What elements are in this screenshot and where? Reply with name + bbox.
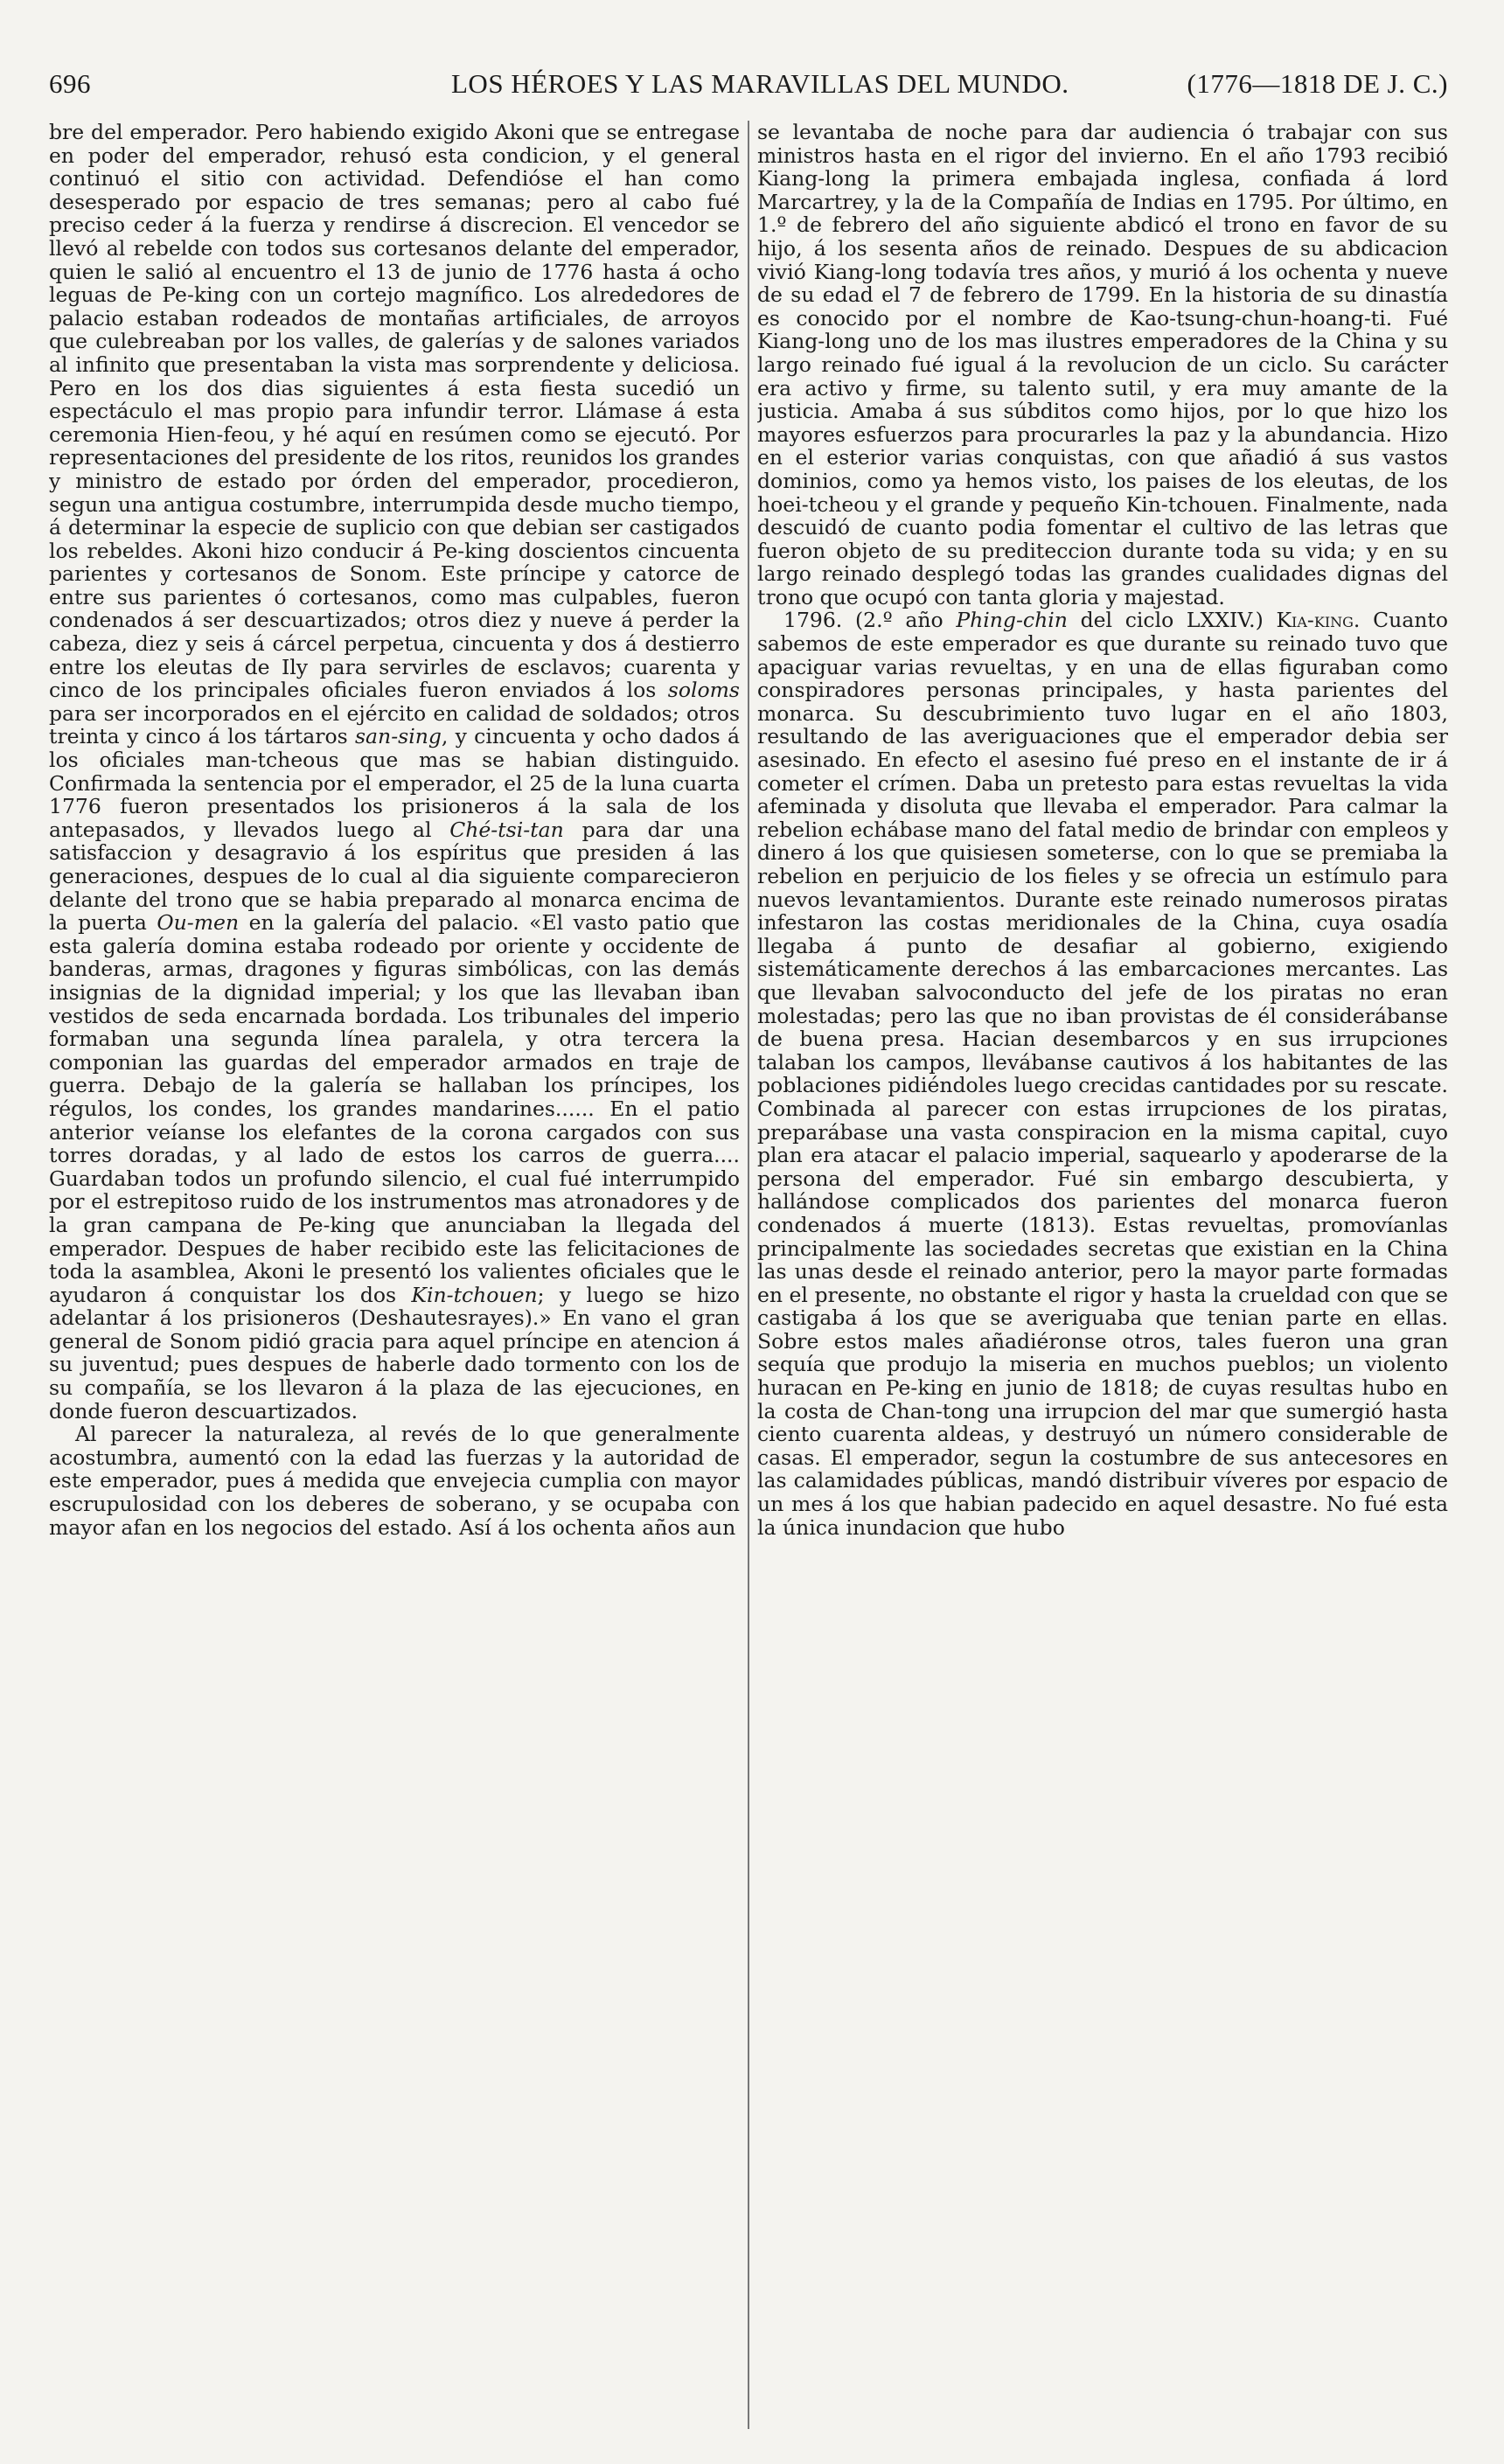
running-title: LOS HÉROES Y LAS MARAVILLAS DEL MUNDO. [451, 68, 1069, 99]
column-divider [748, 121, 749, 2429]
date-range: (1776—1818 DE J. C.) [1187, 68, 1448, 99]
left-paragraph-1: bre del emperador. Pero habiendo exigido Akoni que se entregase en poder del emperador, rehusó esta condicion, y el general continuó el sitio con actividad. Defendióse el han como desesperado por espacio de tres semanas; pero al cabo fué preciso ceder á la fuerza y rendirse á discrecion. El vencedor se llevó al rebelde con todos sus cortesanos delante del emperador, quien le salió al encuentro el 13 de junio de 1776 hasta á ocho leguas de Pe-king con un cortejo magnífico. Los alrededores de palacio estaban rodeados de montañas artificiales, de arroyos que culebreaban por los valles, de galerías y de salones variados al infinito que presentaban la vista mas sorprendente y deliciosa. Pero en los dos dias siguientes á esta fiesta sucedió un espectáculo el mas propio para infundir terror. Llámase á esta ceremonia Hien-feou, y hé aquí en resúmen como se ejecutó. Por representaciones del presidente de los ritos, reunidos los grandes y ministro de estado por órden del emperador, procedieron, segun una antigua costumbre, interrumpida desde mucho tiempo, á determinar la especie de suplicio con que debian ser castigados los rebeldes. Akoni hizo conducir á Pe-king doscientos cincuenta parientes y cortesanos de Sonom. Este príncipe y catorce de entre sus parientes ó cortesanos, como mas culpables, fueron condenados á ser descuartizados; otros diez y nueve á perder la cabeza, diez y seis á cárcel perpetua, cincuenta y dos á destierro entre los eleutas de Ily para servirles de esclavos; cuarenta y cinco de los principales oficiales fueron enviados á los soloms para ser incorporados en el ejército en calidad de soldados; otros treinta y cinco á los tártaros san-sing, y cincuenta y ocho dados á los oficiales man-tcheous que mas se habian distinguido. Confirmada la sentencia por el emperador, el 25 de la luna cuarta 1776 fueron presentados los prisioneros á la sala de los antepasados, y llevados luego al Ché-tsi-tan para dar una satisfaccion y desagravio á los espíritus que presiden á las generaciones, despues de lo cual al dia siguiente comparecieron delante del trono que se habia preparado al monarca encima de la puerta Ou-men en la galería del palacio. «El vasto patio que esta galería domina estaba rodeado por oriente y occidente de banderas, armas, dragones y figuras simbólicas, con las demás insignias de la dignidad imperial; y los que las llevaban iban vestidos de seda encarnada bordada. Los tribunales del imperio formaban una segunda línea paralela, y otra tercera la componian las guardas del emperador armados en traje de guerra. Debajo de la galería se hallaban los príncipes, los régulos, los condes, los grandes mandarines...... En el patio anterior veíanse los elefantes de la corona cargados con sus torres doradas, y al lado de estos los carros de guerra.... Guardaban todos un profundo silencio, el cual fué interrumpido por el estrepitoso ruido de los instrumentos mas atronadores y de la gran campana de Pe-king que anunciaban la llegada del emperador. Despues de haber recibido este las felicitaciones de toda la asamblea, Akoni le presentó los valientes oficiales que le ayudaron á conquistar los dos Kin-tchouen; y luego se hizo adelantar á los prisioneros (Deshautesrayes).» En vano el gran general de Sonom pidió gracia para aquel príncipe en atencion á su juventud; pues despues de haberle dado tormento con los de su compañía, se los llevaron á la plaza de las ejecuciones, en donde fueron descuartizados. [49, 121, 740, 1423]
left-paragraph-2: Al parecer la naturaleza, al revés de lo que generalmente acostumbra, aumentó con la edad las fuerzas y la autoridad de este emperador, pues á medida que envejecia cumplia con mayor escrupulosidad con los deberes de soberano, y se ocupaba con mayor afan en los negocios del estado. Así á los ochenta años aun [49, 1422, 740, 1540]
left-column [49, 121, 740, 2429]
right-column [757, 121, 1448, 2429]
right-paragraph-1: se levantaba de noche para dar audiencia ó trabajar con sus ministros hasta en el rigor del invierno. En el año 1793 recibió Kiang-long la primera embajada inglesa, confiada á lord Marcartrey, y la de la Compañía de Indias en 1795. Por último, en 1.º de febrero del año siguiente abdicó el trono en favor de su hijo, á los sesenta años de reinado. Despues de su abdicacion vivió Kiang-long todavía tres años, y murió á los ochenta y nueve de su edad el 7 de febrero de 1799. En la historia de su dinastía es conocido por el nombre de Kao-tsung-chun-hoang-ti. Fué Kiang-long uno de los mas ilustres emperadores de la China y su largo reinado fué igual á la revolucion de un ciclo. Su carácter era activo y firme, su talento sutil, y era muy amante de la justicia. Amaba á sus súbditos como hijos, por lo que hizo los mayores esfuerzos para procurarles la paz y la abundancia. Hizo en el esterior varias conquistas, con que añadió á sus vastos dominios, como ya hemos visto, los paises de los eleutas, de los hoei-tcheou y el grande y pequeño Kin-tchouen. Finalmente, nada descuidó de cuanto podia fomentar el cultivo de las letras que fueron objeto de su prediteccion durante toda su vida; y en su largo reinado desplegó todas las grandes cualidades dignas del trono que ocupó con tanta gloria y majestad. [757, 121, 1448, 609]
page-number: 696 [49, 68, 91, 99]
page-header [49, 68, 1448, 110]
emperor-name: Kia-king. [1276, 608, 1361, 633]
text-columns [49, 121, 1448, 2429]
right-paragraph-2: 1796. (2.º año Phing-chin del ciclo LXXIV.) Kia-king. Cuanto sabemos de este emperador es que durante su reinado tuvo que apaciguar varias revueltas, y en una de ellas figuraban como conspiradores personas principales, y hasta parientes del monarca. Su descubrimiento tuvo lugar en el año 1803, resultando de las averiguaciones que el emperador debia ser asesinado. En efecto el asesino fué preso en el instante de ir á cometer el crímen. Daba un pretesto para estas revueltas la vida afeminada y disoluta que llevaba el emperador. Para calmar la rebelion echábase mano del fatal medio de brindar con empleos y dinero á los que quisiesen someterse, con lo que se premiaba la rebelion en perjuicio de los fieles y se ofrecia un estímulo para nuevos levantamientos. Durante este reinado numerosos piratas infestaron las costas meridionales de la China, cuya osadía llegaba á punto de desafiar al gobierno, exigiendo sistemáticamente derechos á las embarcaciones mercantes. Las que llevaban salvoconducto del jefe de los piratas no eran molestadas; pero las que no iban provistas de él considerábanse de buena presa. Hacian desembarcos y en sus irrupciones talaban los campos, llevábanse cautivos á los habitantes de las poblaciones pidiéndoles luego crecidas cantidades por su rescate. Combinada al parecer con estas irrupciones de los piratas, preparábase una vasta conspiracion en la misma capital, cuyo plan era atacar el palacio imperial, saquearlo y apoderarse de la persona del emperador. Fué sin embargo descubierta, y hallándose complicados dos parientes del monarca fueron condenados á muerte (1813). Estas revueltas, promovíanlas principalmente las sociedades secretas que existian en la China las unas desde el reinado anterior, pero la mayor parte formadas en el presente, no obstante el rigor y hasta la crueldad con que se castigaba á los que se averiguaba que tenian parte en ellas. Sobre estos males añadiéronse otros, tales fueron una gran sequía que produjo la miseria en muchos pueblos; un violento huracan en Pe-king en junio de 1818; de cuyas resultas hubo en la costa de Chan-tong una irrupcion del mar que sumergió hasta ciento cuarenta aldeas, y destruyó un número considerable de casas. El emperador, segun la costumbre de sus antecesores en las calamidades públicas, mandó distribuir víveres por espacio de un mes á los que habian padecido en aquel desastre. No fué esta la única inundacion que hubo [757, 608, 1448, 1540]
